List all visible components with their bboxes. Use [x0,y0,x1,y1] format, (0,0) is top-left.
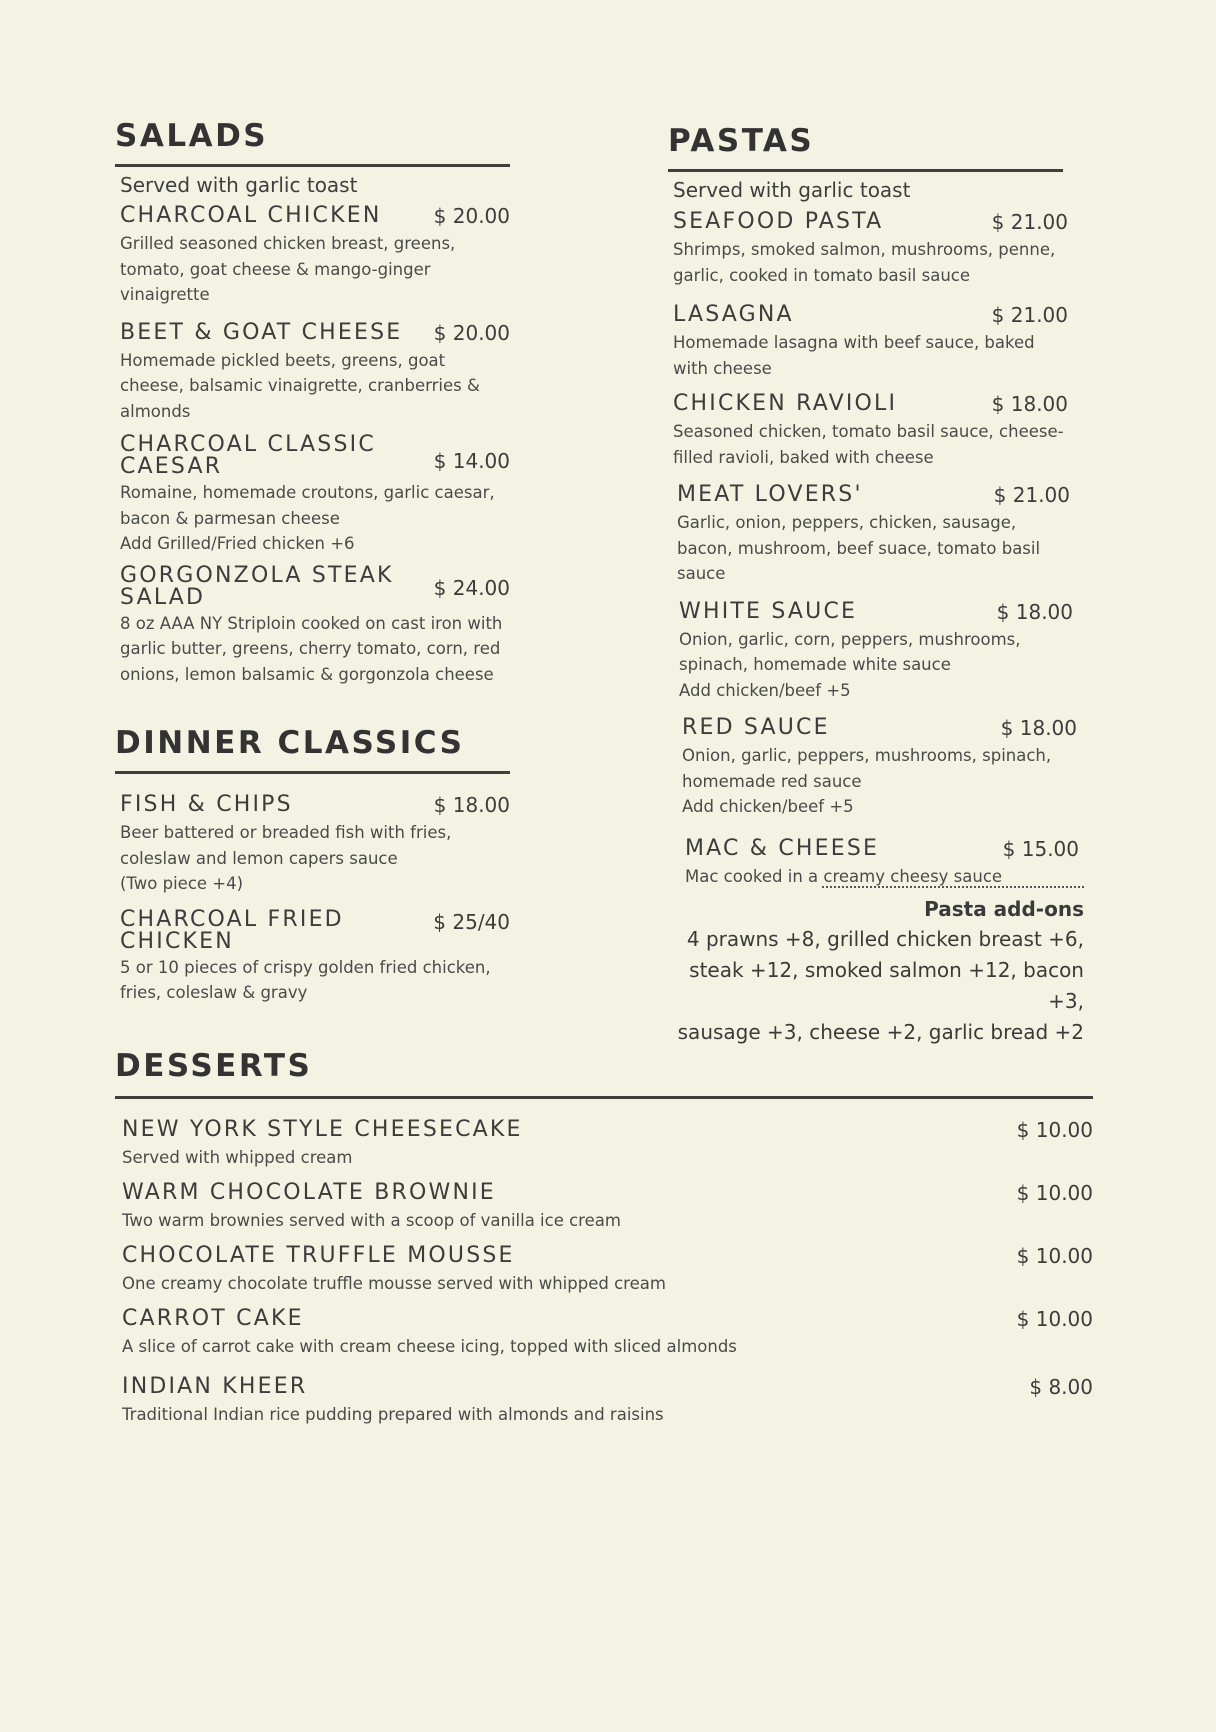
menu-item-lasagna [673,302,1068,381]
menu-item-beet-goat-cheese [120,320,510,425]
item-price: $ 21.00 [993,483,1070,507]
item-description: Two warm brownies served with a scoop of vanilla ice cream [122,1211,621,1230]
item-name: CHOCOLATE TRUFFLE MOUSSE [122,1243,515,1268]
item-price: $ 8.00 [1029,1375,1093,1399]
menu-item-charcoal-fried-chicken [120,906,510,1006]
item-name: LASAGNA [673,302,794,327]
item-name: MAC & CHEESE [685,835,880,861]
dessert-item-brownie [122,1180,1093,1232]
item-price: $ 20.00 [433,320,510,345]
item-price: $ 14.00 [433,449,510,473]
item-description: Shrimps, smoked salmon, mushrooms, penne, garlic, cooked in tomato basil sauce [673,240,1056,285]
menu-item-fish-chips [120,792,510,897]
item-name: MEAT LOVERS' [677,482,863,507]
pastas-served-note: Served with garlic toast [673,178,911,202]
item-description: Grilled seasoned chicken breast, greens, tomato, goat cheese & mango-ginger vinaigrette [120,234,456,304]
dessert-item-indian-kheer [122,1374,1093,1426]
item-price: $ 15.00 [1002,836,1079,861]
item-name: NEW YORK STYLE CHEESECAKE [122,1117,523,1142]
addons-title: Pasta add-ons [924,897,1084,921]
item-extra-note: Add chicken/beef +5 [679,680,851,700]
item-description: Onion, garlic, corn, peppers, mushrooms, spinach, homemade white sauce [679,629,1021,674]
item-price: $ 21.00 [991,303,1068,327]
item-price: $ 18.00 [433,793,510,817]
item-description: Garlic, onion, peppers, chicken, sausage, bacon, mushroom, beef suace, tomato basil sauce [677,513,1041,583]
menu-item-charcoal-classic-caesar [120,434,510,557]
item-price: $ 18.00 [1000,716,1077,740]
item-name: BEET & GOAT CHEESE [120,319,403,345]
item-name: INDIAN KHEER [122,1374,308,1399]
item-name: SEAFOOD PASTA [673,209,884,234]
item-description: 5 or 10 pieces of crispy golden fried chicken, fries, coleslaw & gravy [120,957,491,1002]
menu-item-chicken-ravioli [673,391,1068,470]
addons-line: steak +12, smoked salmon +12, bacon +3, [689,958,1084,1013]
item-price: $ 10.00 [1016,1181,1093,1205]
item-price: $ 24.00 [433,575,510,600]
item-name: WARM CHOCOLATE BROWNIE [122,1180,496,1205]
item-name: RED SAUCE [682,715,830,740]
dinner-classics-section [115,725,510,1006]
menu-item-white-sauce [679,599,1073,704]
pasta-addons [660,886,1084,1048]
desserts-section [115,1048,1093,1426]
desserts-title: DESSERTS [115,1048,313,1084]
desserts-divider [115,1096,1093,1099]
menu-item-red-sauce [682,715,1077,820]
dinner-classics-title: DINNER CLASSICS [115,725,465,761]
item-description: Onion, garlic, peppers, mushrooms, spinach, homemade red sauce [682,746,1052,791]
item-price: $ 25/40 [433,909,510,934]
item-description: Traditional Indian rice pudding prepared with almonds and raisins [122,1405,664,1424]
item-price: $ 10.00 [1016,1118,1093,1142]
item-price: $ 21.00 [991,210,1068,234]
item-price: $ 18.00 [996,599,1073,624]
salads-divider [115,164,510,167]
addons-dotted-divider [822,886,1084,888]
menu-item-charcoal-chicken [120,203,510,308]
item-description: Homemade lasagna with beef sauce, baked with cheese [673,333,1035,378]
item-description: Mac cooked in a creamy cheesy sauce [685,866,1003,886]
item-name: FISH & CHIPS [120,792,293,817]
addons-line: sausage +3, cheese +2, garlic bread +2 [677,1020,1084,1044]
addons-line: 4 prawns +8, grilled chicken breast +6, [686,927,1084,951]
item-name: CHARCOAL CLASSIC CAESAR [120,432,376,479]
salads-title: SALADS [115,118,269,154]
item-name: CARROT CAKE [122,1306,304,1331]
dinner-classics-divider [115,771,510,774]
item-name: CHICKEN RAVIOLI [673,391,898,416]
item-description: Romaine, homemade croutons, garlic caesar, bacon & parmesan cheese [120,483,495,528]
dessert-item-carrot-cake [122,1306,1093,1358]
item-name: WHITE SAUCE [679,598,858,624]
item-description: Homemade pickled beets, greens, goat cheese, balsamic vinaigrette, cranberries & almonds [120,350,480,421]
item-description: Served with whipped cream [122,1148,353,1167]
pastas-title: PASTAS [668,123,815,159]
item-name: CHARCOAL FRIED CHICKEN [120,906,344,954]
item-description: A slice of carrot cake with cream cheese icing, topped with sliced almonds [122,1337,737,1356]
item-name: CHARCOAL CHICKEN [120,203,382,228]
dessert-item-truffle-mousse [122,1243,1093,1295]
menu-item-mac-cheese [685,836,1079,890]
item-description: One creamy chocolate truffle mousse served with whipped cream [122,1274,666,1293]
item-description: 8 oz AAA NY Striploin cooked on cast iron with garlic butter, greens, cherry tomato, corn, red onions, lemon balsamic & gorgonzola cheese [120,613,503,684]
item-extra-note: (Two piece +4) [120,874,244,893]
salads-served-note: Served with garlic toast [120,173,358,197]
item-extra-note: Add Grilled/Fried chicken +6 [120,534,355,553]
item-description: Seasoned chicken, tomato basil sauce, cheese-filled ravioli, baked with cheese [673,422,1064,467]
item-price: $ 10.00 [1016,1307,1093,1331]
menu-item-meat-lovers [677,482,1070,587]
item-name: GORGONZOLA STEAK SALAD [120,562,394,610]
menu-item-seafood-pasta [673,209,1068,288]
item-price: $ 18.00 [991,392,1068,416]
dessert-item-cheesecake [122,1117,1093,1169]
pastas-divider [668,169,1063,172]
menu-item-gorgonzola-steak-salad [120,562,510,688]
item-price: $ 10.00 [1016,1244,1093,1268]
salads-section [115,118,510,687]
item-price: $ 20.00 [433,204,510,228]
item-description: Beer battered or breaded fish with fries, coleslaw and lemon capers sauce [120,823,452,868]
item-extra-note: Add chicken/beef +5 [682,797,854,816]
pastas-section [668,123,1079,889]
